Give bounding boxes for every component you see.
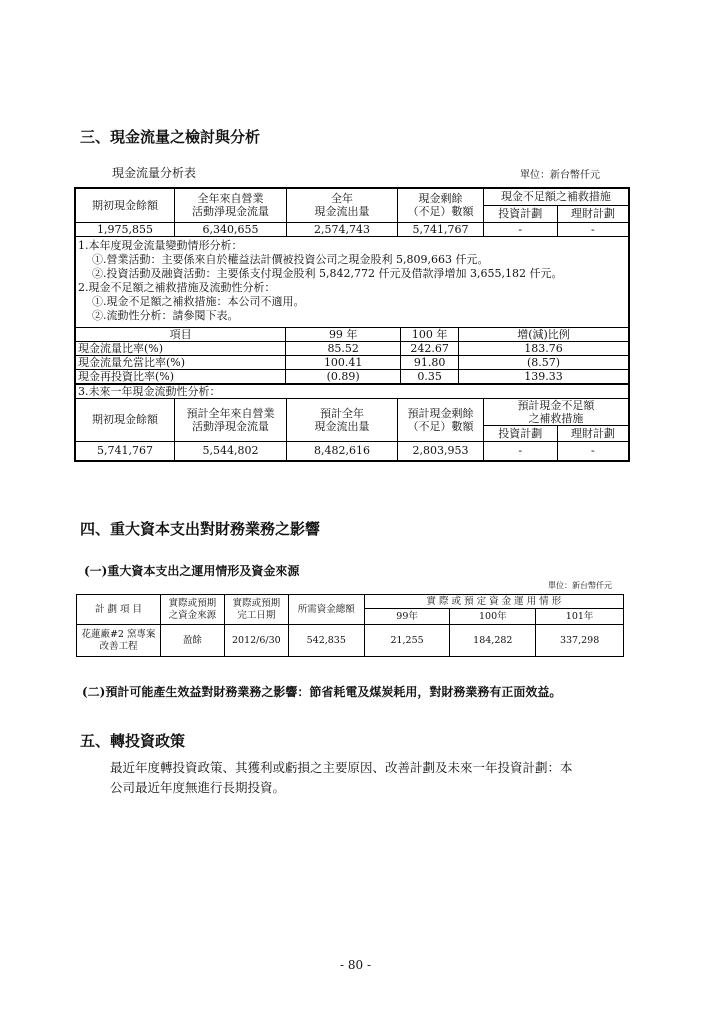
- table-row: 花蓮廠#2 窯專案 改善工程 盈餘 2012/6/30 542,835 21,255 184,282 337,298: [77, 625, 624, 657]
- header-operating-cashflow: 全年來自營業 活動淨現金流量: [175, 188, 287, 222]
- forecast-header-opening-cash: 期初現金餘額: [75, 398, 175, 441]
- header-cash-outflow: 全年 現金流出量: [286, 188, 397, 222]
- forecast-title: 3.未來一年現金流動性分析：: [75, 384, 629, 399]
- section5-body-line2: 公司最近年度無進行長期投資。: [110, 780, 286, 795]
- forecast-header-operating: 預計全年來自營業 活動淨現金流量: [175, 398, 287, 441]
- section5-heading: 五、轉投資政策: [80, 732, 186, 750]
- header-finance-plan: 理財計劃: [557, 205, 629, 222]
- table-row: 5,741,767 5,544,802 8,482,616 2,803,953 - -: [75, 441, 629, 461]
- table-row: 現金再投資比率(%) (0.89) 0.35 139.33: [76, 369, 628, 383]
- forecast-header-remedy: 預計現金不足額 之補救措施: [483, 398, 629, 425]
- capex-table: 計 劃 項 目 實際或預期 之資金來源 實際或預期 完工日期 所需資金總額 實 際 或 預 定 資 金 運 用 情 形 99年 100年 101年 花蓮廠#2 窯專案 改善工程 盈餘 2012/6/30 542,835 21,255 184,282 337,298: [76, 594, 624, 657]
- unit-label: 單位：新台幣仟元: [520, 170, 600, 181]
- table-row: 現金流量允當比率(%) 100.41 91.80 (8.57): [76, 355, 628, 369]
- section4-sub1: (一)重大資本支出之運用情形及資金來源: [84, 564, 300, 578]
- cashflow-analysis-table: 期初現金餘額 全年來自營業 活動淨現金流量 全年 現金流出量 現金剩餘 （不足）數額 現金不足額之補救措施 投資計劃 理財計劃 1,975,855 6,340,655 2,574,743 5,741,767 - - 1.本年度現金流量變動情形分析： ①.營業活動：主要係來自於權益法計價被投資公司之現金股利 5,809,663 仟元。 ②.投資活動及融資活動：主要係支付現金股利 5,842,772 仟元及借款淨增加 3,655,182 仟元。 2.現金不足額之補救措施及流動性分析： ①.現金不足額之補救措施：本公司不適用。 ②.流動性分析：請參閱下表。 項目 99 年 100 年 增(減)比例 現金流量比率(%) 85.52 242.67 183.76 現金流量允當比率(%) 100.41 91.80 (8.57) 現金再投資比率(%) (0.89) 0.35 139.33 3.未來一年現金流動性分析： 期初現金餘額 預計全年來自營業 活動淨現金流量 預計全年 現金流出量 預計現金剩餘 （不足）數額 預計現金不足額 之補救措施 投資計劃 理財計劃 5,741,767 5,544,802 8,482,616 2,803,953 - -: [74, 187, 630, 462]
- cashflow-notes: 1.本年度現金流量變動情形分析： ①.營業活動：主要係來自於權益法計價被投資公司之現金股利 5,809,663 仟元。 ②.投資活動及融資活動：主要係支付現金股利 5,842,772 仟元及借款淨增加 3,655,182 仟元。 2.現金不足額之補救措施及流動性分析： ①.現金不足額之補救措施：本公司不適用。 ②.流動性分析：請參閱下表。: [75, 236, 629, 327]
- section5-body-line1: 最近年度轉投資政策、其獲利或虧損之主要原因、改善計劃及未來一年投資計劃：本: [110, 760, 573, 775]
- section4-unit: 單位：新台幣仟元: [548, 581, 612, 590]
- header-opening-cash: 期初現金餘額: [75, 188, 175, 222]
- section4-heading: 四、重大資本支出對財務業務之影響: [80, 520, 321, 538]
- forecast-header-surplus: 預計現金剩餘 （不足）數額: [398, 398, 484, 441]
- table-row: 1,975,855 6,340,655 2,574,743 5,741,767 - -: [75, 222, 629, 236]
- header-cash-surplus: 現金剩餘 （不足）數額: [398, 188, 484, 222]
- page-number: - 80 -: [340, 958, 372, 972]
- section3-heading: 三、現金流量之檢討與分析: [80, 128, 261, 146]
- table-row: 現金流量比率(%) 85.52 242.67 183.76: [76, 341, 628, 355]
- forecast-header-outflow: 預計全年 現金流出量: [286, 398, 397, 441]
- ratio-table-container: [75, 327, 629, 384]
- cashflow-table-title: 現金流量分析表: [112, 166, 197, 180]
- header-remedy: 現金不足額之補救措施: [483, 188, 629, 205]
- liquidity-ratio-table: 項目 99 年 100 年 增(減)比例 現金流量比率(%) 85.52 242.67 183.76 現金流量允當比率(%) 100.41 91.80 (8.57) 現金再投資比率(%) (0.89) 0.35 139.33: [76, 328, 628, 383]
- header-investment-plan: 投資計劃: [483, 205, 557, 222]
- section4-sub2: (二)預計可能產生效益對財務業務之影響：節省耗電及煤炭耗用，對財務業務有正面效益。: [82, 685, 562, 699]
